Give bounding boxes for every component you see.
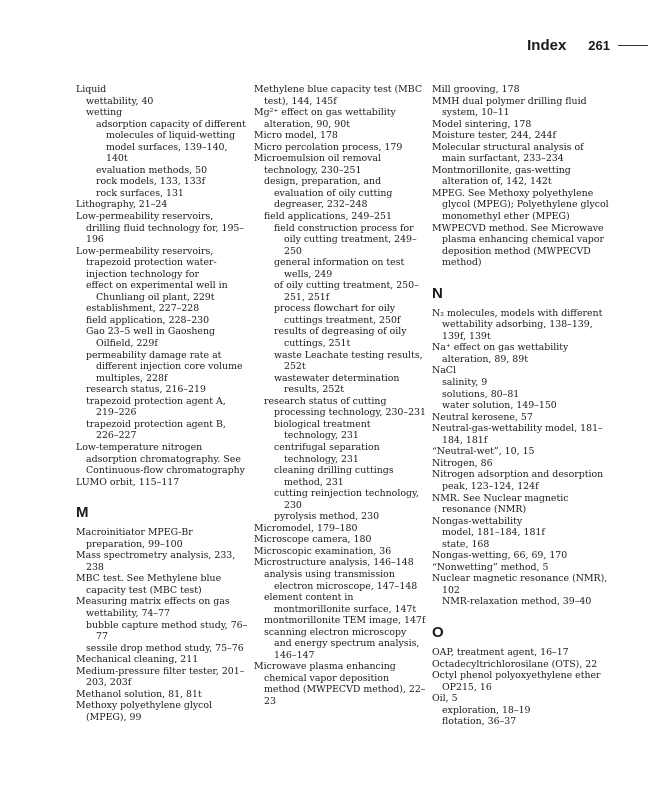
index-subentry: element content in montmorillonite surface, 147t bbox=[264, 592, 417, 615]
index-entry: Mg²⁺ effect on gas wettability alteration, 90, 90t bbox=[254, 107, 396, 130]
index-subentry: trapezoid protection agent B, 226–227 bbox=[86, 418, 226, 442]
index-subentry: wetting bbox=[86, 107, 123, 119]
index-subentry: centrifugal separation technology, 231 bbox=[274, 441, 380, 465]
index-entry: Mill grooving, 178 bbox=[432, 84, 520, 95]
index-entry: “Nonwetting” method, 5 bbox=[432, 561, 549, 573]
index-entry: NaCl bbox=[432, 365, 456, 377]
index-entry: Liquid bbox=[76, 84, 107, 95]
header-rule bbox=[618, 45, 648, 46]
index-subentry: results of degreasing of oily cuttings, 251t bbox=[274, 326, 407, 350]
index-subentry: field construction process for oily cutting treatment, 249–250 bbox=[274, 222, 417, 257]
running-header bbox=[527, 35, 648, 55]
index-subentry: wettability, 40 bbox=[86, 95, 154, 107]
index-subentry: process flowchart for oily cuttings treatment, 250f bbox=[274, 303, 401, 326]
index-entry: MWPECVD method. See Microwave plasma enhancing chemical vapor deposition method (MWPECVD method) bbox=[432, 222, 604, 269]
index-subentry: rock surfaces, 131 bbox=[96, 187, 184, 199]
index-entry: Molecular structural analysis of main surfactant, 233–234 bbox=[432, 141, 584, 165]
index-entry: Nuclear magnetic resonance (NMR), 102 bbox=[432, 573, 608, 596]
index-entry: N₂ molecules, models with different wettability adsorbing, 138–139, 139f, 139t bbox=[432, 307, 603, 342]
index-subentry: analysis using transmission electron microscope, 147–148 bbox=[264, 568, 418, 592]
index-subentry: scanning electron microscopy and energy spectrum analysis, 146–147 bbox=[264, 626, 420, 661]
index-subentry: biological treatment technology, 231 bbox=[274, 418, 371, 442]
index-title: Index bbox=[527, 36, 567, 54]
index-subentry: effect on experimental well in Chunliang oil plant, 229t bbox=[86, 280, 228, 303]
index-entry: Mass spectrometry analysis, 233, 238 bbox=[76, 550, 236, 573]
index-subentry: state, 168 bbox=[442, 538, 490, 550]
index-entry: Medium-pressure filter tester, 201–203, 203f bbox=[76, 665, 245, 689]
index-entry: MPEG. See Methoxy polyethylene glycol (MPEG); Polyethylene glycol monomethyl ether (MPEG) bbox=[432, 187, 609, 223]
index-subentry: evaluation methods, 50 bbox=[96, 164, 208, 176]
index-entry: Microscope camera, 180 bbox=[254, 534, 372, 546]
index-entry: Methoxy polyethylene glycol (MPEG), 99 bbox=[76, 700, 213, 723]
index-subentry: research status of cutting processing technology, 230–231 bbox=[264, 395, 426, 419]
index-entry: Measuring matrix effects on gas wettability, 74–77 bbox=[76, 596, 230, 619]
section-letter: N bbox=[432, 284, 443, 302]
index-entry: Montmorillonite, gas-wetting alteration of, 142, 142t bbox=[432, 164, 571, 188]
index-entry: Neutral kerosene, 57 bbox=[432, 411, 533, 423]
index-entry: Na⁺ effect on gas wettability alteration, 89, 89t bbox=[432, 342, 569, 365]
index-subentry: sessile drop method study, 75–76 bbox=[86, 642, 244, 654]
index-column-left bbox=[76, 84, 248, 723]
index-entry: MMH dual polymer drilling fluid system, 10–11 bbox=[432, 95, 587, 119]
section-letter: M bbox=[76, 504, 89, 522]
index-entry: Neutral-gas-wettability model, 181–184, 181f bbox=[432, 423, 603, 446]
index-subentry: of oily cutting treatment, 250–251, 251f bbox=[274, 280, 419, 303]
index-entry: Mechanical cleaning, 211 bbox=[76, 654, 199, 666]
page-number: 261 bbox=[588, 37, 610, 53]
index-subentry: water solution, 149–150 bbox=[442, 400, 557, 412]
index-entry: OAP, treatment agent, 16–17 bbox=[432, 646, 569, 658]
index-entry: Low-permeability reservoirs, trapezoid protection water-injection technology for bbox=[76, 245, 217, 280]
index-subentry: montmorillonite TEM image, 147f bbox=[264, 615, 426, 627]
index-entry: Micro percolation process, 179 bbox=[254, 141, 403, 153]
index-subentry: waste Leachate testing results, 252t bbox=[274, 349, 423, 373]
index-column-middle bbox=[254, 84, 426, 708]
index-entry: Microemulsion oil removal technology, 230–251 bbox=[254, 153, 381, 176]
index-entry: NMR. See Nuclear magnetic resonance (NMR) bbox=[432, 492, 569, 516]
index-entry: Methanol solution, 81, 81t bbox=[76, 688, 202, 700]
index-subentry: bubble capture method study, 76–77 bbox=[86, 619, 248, 643]
index-entry: Low-permeability reservoirs, drilling fluid technology for, 195–196 bbox=[76, 211, 245, 246]
index-entry: Nongas-wettability bbox=[432, 515, 523, 527]
index-subentry: cleaning drilling cuttings method, 231 bbox=[274, 465, 394, 488]
index-entry: Oil, 5 bbox=[432, 693, 458, 705]
index-subentry: pyrolysis method, 230 bbox=[274, 511, 380, 523]
section-letter: O bbox=[432, 623, 444, 641]
index-entry: Micro model, 178 bbox=[254, 130, 338, 142]
index-entry: Microwave plasma enhancing chemical vapor deposition method (MWPECVD method), 22–23 bbox=[254, 661, 426, 707]
index-column-right bbox=[432, 84, 610, 728]
index-subentry: exploration, 18–19 bbox=[442, 704, 531, 716]
index-subentry: rock models, 133, 133f bbox=[96, 176, 206, 188]
index-subentry: salinity, 9 bbox=[442, 377, 488, 389]
index-entry: LUMO orbit, 115–117 bbox=[76, 476, 180, 488]
index-entry: “Neutral-wet”, 10, 15 bbox=[432, 446, 535, 458]
index-subentry: research status, 216–219 bbox=[86, 384, 206, 396]
index-subentry: solutions, 80–81 bbox=[442, 388, 520, 400]
index-entry: Low-temperature nitrogen adsorption chromatography. See Continuous-flow chromatography bbox=[76, 441, 245, 477]
index-entry: Nitrogen, 86 bbox=[432, 457, 493, 469]
index-entry: Nongas-wetting, 66, 69, 170 bbox=[432, 550, 568, 562]
index-subentry: design, preparation, and evaluation of oily cutting degreaser, 232–248 bbox=[264, 176, 393, 211]
index-entry: Octadecyltrichlorosilane (OTS), 22 bbox=[432, 658, 598, 670]
index-subentry: cutting reinjection technology, 230 bbox=[274, 488, 419, 511]
index-entry: Macroinitiator MPEG-Br preparation, 99–100 bbox=[76, 527, 193, 550]
index-subentry: permeability damage rate at different injection core volume multiples, 228f bbox=[86, 349, 243, 384]
index-entry: Model sintering, 178 bbox=[432, 118, 532, 130]
index-subentry: establishment, 227–228 bbox=[86, 303, 200, 315]
index-subentry: Gao 23–5 well in Gaosheng Oilfield, 229f bbox=[86, 326, 215, 350]
index-entry: Lithography, 21–24 bbox=[76, 199, 168, 211]
index-entry: Microstructure analysis, 146–148 bbox=[254, 557, 414, 569]
index-subentry: NMR-relaxation method, 39–40 bbox=[442, 596, 592, 608]
index-subentry: general information on test wells, 249 bbox=[274, 257, 405, 280]
index-subentry: wastewater determination results, 252t bbox=[274, 372, 400, 396]
index-subentry: trapezoid protection agent A, 219–226 bbox=[86, 395, 226, 419]
index-entry: Moisture tester, 244, 244f bbox=[432, 130, 556, 142]
index-subentry: field application, 228–230 bbox=[86, 314, 210, 326]
index-entry: Methylene blue capacity test (MBC test), 144, 145f bbox=[254, 84, 423, 107]
index-subentry: model, 181–184, 181f bbox=[442, 527, 545, 539]
index-entry: Octyl phenol polyoxyethylene ether OP215, 16 bbox=[432, 670, 601, 693]
index-entry: Nitrogen adsorption and desorption peak, 123–124, 124f bbox=[432, 469, 604, 492]
index-subentry: field applications, 249–251 bbox=[264, 211, 392, 223]
index-subentry: adsorption capacity of different molecules of liquid-wetting model surfaces, 139–140, 140t bbox=[96, 118, 246, 165]
index-entry: Microscopic examination, 36 bbox=[254, 545, 392, 557]
index-entry: MBC test. See Methylene blue capacity test (MBC test) bbox=[76, 573, 222, 596]
index-entry: Micromodel, 179–180 bbox=[254, 522, 358, 534]
index-subentry: flotation, 36–37 bbox=[442, 716, 517, 728]
